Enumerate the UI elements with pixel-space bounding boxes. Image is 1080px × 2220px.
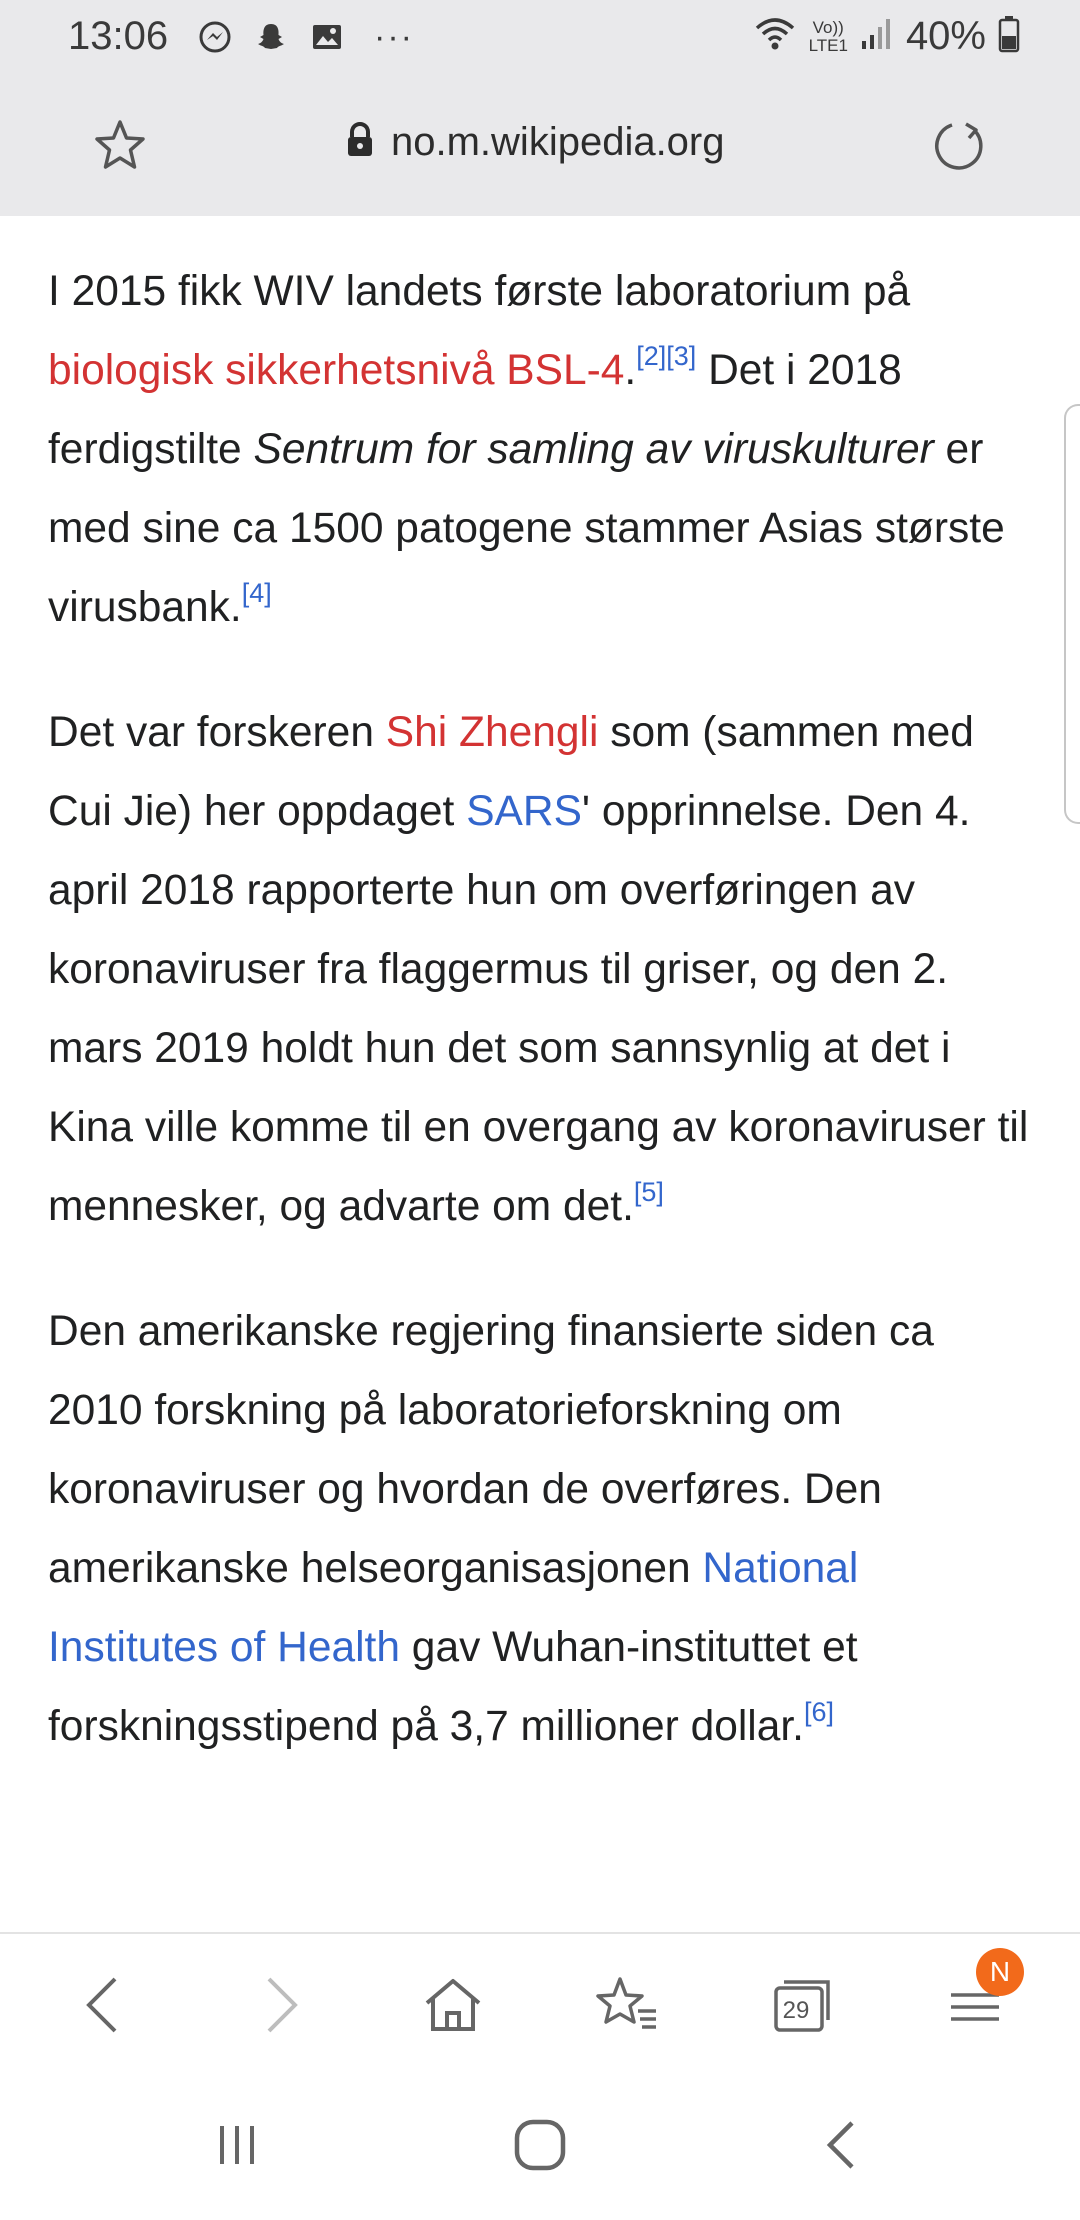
text: ' opprinnelse. Den 4. april 2018 rapporterte hun om overføringen av koronaviruser fra flaggermus til griser, og den 2. mars 2019 holdt hun det som sannsynlig at det i Kina ville komme til en overgang av koronaviruser til mennesker, og advarte om det. <box>48 788 1029 1230</box>
bookmarks-icon[interactable] <box>592 1970 662 2040</box>
paragraph-1 <box>48 252 1038 647</box>
lock-icon <box>345 122 375 163</box>
tabs-count: 29 <box>782 1997 810 2024</box>
browser-toolbar <box>0 1932 1080 2072</box>
volte-indicator <box>809 19 848 55</box>
reference-6[interactable] <box>804 1697 834 1727</box>
status-bar <box>0 0 1080 72</box>
more-notifications-icon: ··· <box>374 18 414 56</box>
address-bar <box>0 72 1080 216</box>
snapchat-icon <box>252 18 290 56</box>
text: gav Wuhan-instituttet et forskningsstipend på 3,7 millioner dollar. <box>48 1624 858 1750</box>
reference-3[interactable] <box>666 341 696 371</box>
scroll-handle[interactable] <box>1064 404 1080 824</box>
signal-icon <box>860 17 894 56</box>
reload-icon[interactable] <box>930 116 990 176</box>
back-nav-icon[interactable] <box>808 2110 878 2180</box>
url-text: no.m.wikipedia.org <box>391 120 725 164</box>
paragraph-2 <box>48 693 1038 1246</box>
url-field[interactable] <box>345 120 725 165</box>
text: Det i 2018 ferdigstilte <box>48 347 902 473</box>
notification-badge: N <box>976 1948 1024 1996</box>
reference-2[interactable] <box>636 341 666 371</box>
link-sars[interactable]: SARS <box>466 788 582 835</box>
system-nav-bar <box>0 2070 1080 2220</box>
notification-icons <box>196 18 414 56</box>
reference-4[interactable] <box>242 578 272 608</box>
battery-percent: 40% <box>905 14 986 58</box>
text: Det var forskeren <box>48 709 386 756</box>
ref-link[interactable]: [2] <box>636 340 667 371</box>
messenger-icon <box>196 18 234 56</box>
ref-link[interactable]: [5] <box>633 1176 664 1207</box>
ref-link[interactable]: [3] <box>666 340 697 371</box>
bookmark-star-icon[interactable] <box>90 116 150 176</box>
ref-link[interactable]: [6] <box>803 1696 835 1727</box>
volte-line2: LTE1 <box>808 35 848 55</box>
text: Den amerikanske regjering finansierte siden ca 2010 forskning på laboratorieforskning om koronaviruser og hvordan de overføres. Den amerikanske helseorganisasjonen <box>48 1308 934 1592</box>
back-arrow-icon[interactable] <box>68 1970 138 2040</box>
status-time: 13:06 <box>68 14 169 58</box>
gallery-icon <box>308 18 346 56</box>
home-icon[interactable] <box>418 1970 488 2040</box>
italic-title: Sentrum for samling av viruskulturer <box>253 426 934 473</box>
volte-line1: Vo)) <box>812 17 844 37</box>
text: som (sammen med Cui Jie) her oppdaget <box>48 709 974 835</box>
tabs-button[interactable] <box>764 1970 834 2040</box>
wifi-icon <box>753 16 797 57</box>
forward-arrow-icon[interactable] <box>246 1970 316 2040</box>
text: I 2015 fikk WIV landets første laboratorium på <box>48 268 911 315</box>
home-nav-icon[interactable] <box>505 2110 575 2180</box>
text: er med sine ca 1500 patogene stammer Asias største virusbank. <box>48 426 1005 631</box>
status-right <box>753 14 1020 59</box>
paragraph-3 <box>48 1292 1038 1766</box>
battery-icon <box>998 15 1020 58</box>
recent-apps-icon[interactable] <box>202 2110 272 2180</box>
link-shi-zhengli[interactable]: Shi Zhengli <box>385 709 599 756</box>
reference-5[interactable] <box>634 1177 664 1207</box>
link-bsl4[interactable]: biologisk sikkerhetsnivå BSL-4 <box>48 347 625 394</box>
link-nih[interactable]: National Institutes of Health <box>48 1545 859 1671</box>
text: . <box>624 347 637 394</box>
ref-link[interactable]: [4] <box>241 577 272 608</box>
article-content <box>48 252 1038 1812</box>
